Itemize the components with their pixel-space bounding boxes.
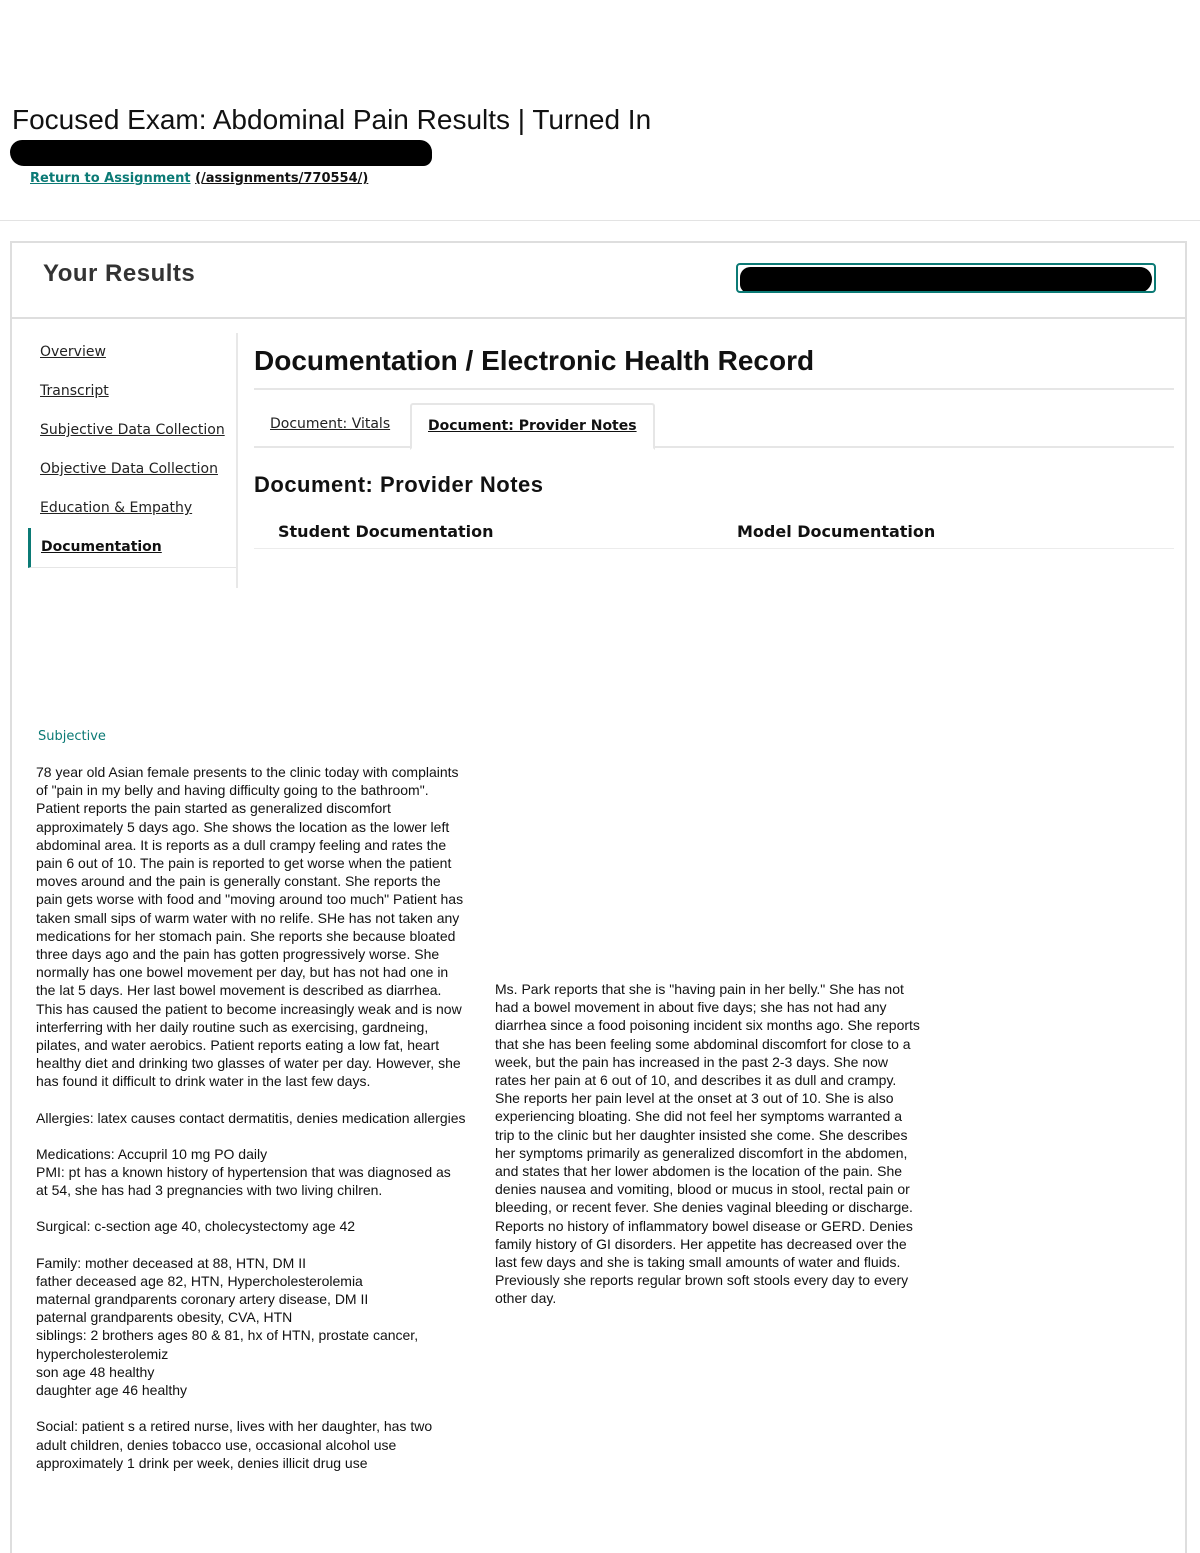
tab-document-vitals[interactable]: Document: Vitals bbox=[270, 416, 391, 432]
sidebar-item-education-empathy[interactable]: Education & Empathy bbox=[40, 500, 193, 516]
document-tabs bbox=[254, 390, 1174, 448]
redacted-student-name bbox=[10, 140, 432, 166]
section-title: Document: Provider Notes bbox=[254, 472, 544, 497]
return-to-assignment-link[interactable]: Return to Assignment bbox=[30, 171, 191, 186]
sidebar-item-subjective-data-collection[interactable]: Subjective Data Collection bbox=[40, 422, 225, 438]
score-box bbox=[736, 263, 1156, 293]
documentation-title: Documentation / Electronic Health Record bbox=[254, 333, 1174, 390]
subjective-label: Subjective bbox=[38, 729, 106, 744]
student-paragraph-medications: Medications: Accupril 10 mg PO daily PMI: pt has a known history of hypertension that was diagnosed as at 54, she has had 3 pregnancies with two living chilren. bbox=[36, 1145, 451, 1199]
results-card bbox=[10, 241, 1187, 1553]
results-sidebar bbox=[28, 333, 238, 588]
student-paragraph-family: Family: mother deceased at 88, HTN, DM II father deceased age 82, HTN, Hypercholesterolemia maternal grandparents coronary artery disease, DM II paternal grandparents obesity, CVA, HTN siblings: 2 brothers ages 80 & 81, hx of HTN, prostate cancer, hypercholesterolemiz son age 48 healthy daughter age 46 healthy bbox=[36, 1254, 419, 1399]
sidebar-item-documentation[interactable]: Documentation bbox=[28, 528, 236, 568]
student-paragraph-hpi: 78 year old Asian female presents to the clinic today with complaints of "pain in my belly and having difficulty going to the bathroom". Patient reports the pain started as generalized discomfort approximately 5 days ago. She shows the location as the lower left abdominal area. It is reports as a dull crampy feeling and rates the pain 6 out of 10. The pain is reported to get worse when the patient moves around and the pain is generally constant. She reports the pain gets worse with food and "moving around too much" Patient has taken small sips of warm water with no relife. SHe has not taken any medications for her stomach pain. She reports she because bloated three days ago and the pain has gotten progressively worse. She normally has one bowel movement per day, but has not had one in the lat 5 days. Her last bowel movement is described as diarrhea. This has caused the patient to become increasingly weak and is now interferring with her daily routine such as exercising, gardneing, pilates, and water aerobics. Patient reports eating a low fat, heart healthy diet and drinking two glasses of water per day. However, she has found it difficult to drink water in the last few days. bbox=[36, 764, 464, 1090]
results-header bbox=[12, 243, 1185, 319]
sidebar-item-objective-data-collection[interactable]: Objective Data Collection bbox=[40, 461, 218, 477]
results-title: Your Results bbox=[43, 260, 196, 287]
student-paragraph-social: Social: patient s a retired nurse, lives with her daughter, has two adult children, denies tobacco use, occasional alcohol use approximately 1 drink per week, denies illicit drug use bbox=[36, 1418, 433, 1471]
page-title: Focused Exam: Abdominal Pain Results | Turned In bbox=[12, 104, 652, 135]
column-headers bbox=[254, 506, 1174, 549]
main-content bbox=[254, 333, 1174, 549]
return-link-path: (/assignments/770554/) bbox=[195, 171, 369, 186]
student-documentation-text bbox=[36, 763, 466, 1490]
student-paragraph-allergies: Allergies: latex causes contact dermatitis, denies medication allergies bbox=[36, 1109, 466, 1126]
return-link-row bbox=[30, 171, 368, 186]
student-paragraph-surgical: Surgical: c-section age 40, cholecystectomy age 42 bbox=[36, 1218, 356, 1235]
redacted-score bbox=[740, 267, 1152, 293]
tab-document-provider-notes[interactable]: Document: Provider Notes bbox=[410, 403, 655, 450]
student-documentation-header: Student Documentation bbox=[278, 522, 494, 541]
model-documentation-text: Ms. Park reports that she is "having pain in her belly." She has not had a bowel movement in about five days; she has not had any diarrhea since a food poisoning incident six months ago. She reports that she has been feeling some abdominal discomfort for close to a week, but the pain has increased in the past 2-3 days. She now rates her pain at 6 out of 10, and describes it as dull and crampy. She reports her pain level at the onset at 3 out of 10. She is also experiencing bloating. She did not feel her symptoms warranted a trip to the clinic but her daughter insisted she come. She describes her symptoms primarily as generalized discomfort in the abdomen, and states that her lower abdomen is the location of the pain. She denies nausea and vomiting, blood or mucus in stool, rectal pain or bleeding, or recent fever. She denies vaginal bleeding or discharge. Reports no history of inflammatory bowel disease or GERD. Denies family history of GI disorders. Her appetite has decreased over the last few days and she is taking small amounts of water and fluids. Previously she reports regular brown soft stools every day to every other day. bbox=[495, 981, 920, 1307]
sidebar-item-overview[interactable]: Overview bbox=[40, 344, 106, 360]
model-documentation-header: Model Documentation bbox=[737, 522, 936, 541]
header-divider bbox=[0, 220, 1200, 221]
sidebar-item-transcript[interactable]: Transcript bbox=[40, 383, 109, 399]
